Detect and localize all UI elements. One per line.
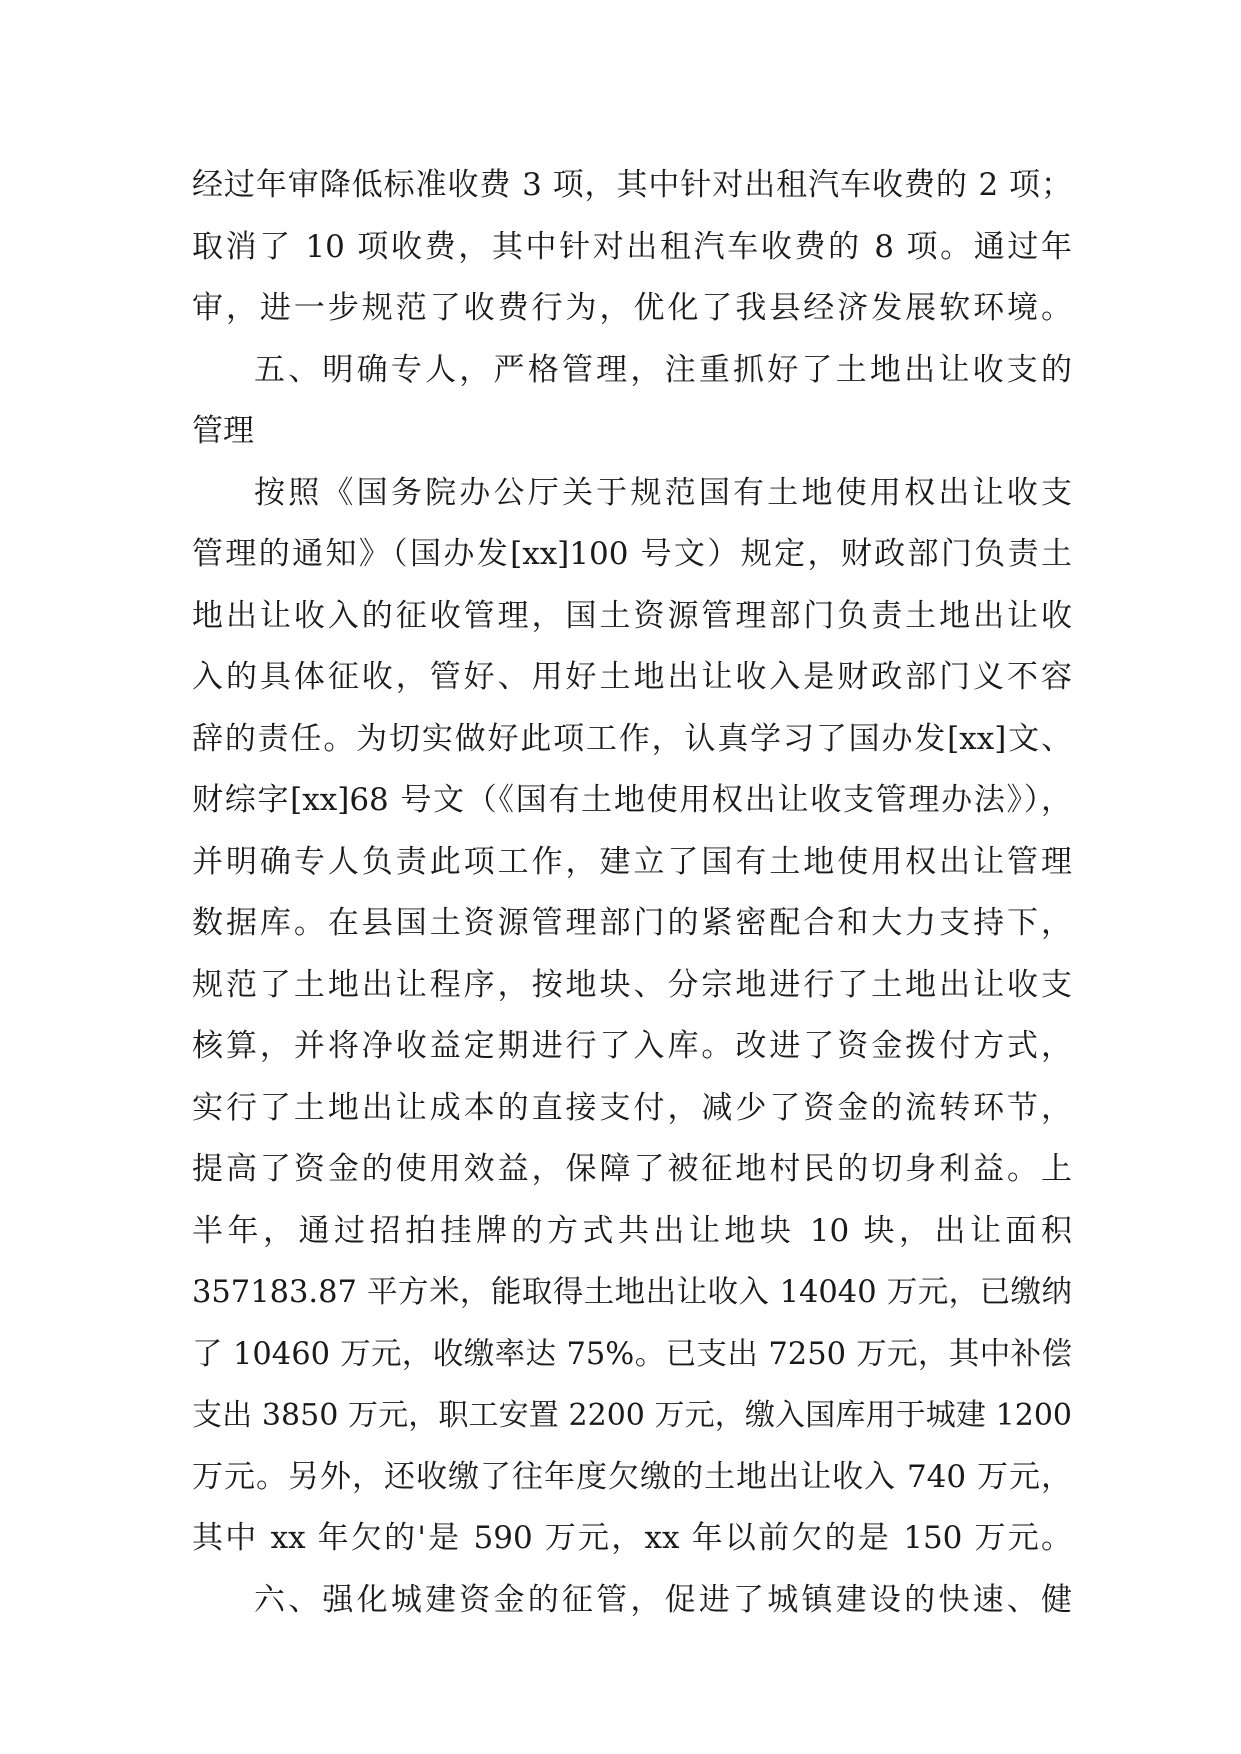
text-line: 万元。另外，还收缴了往年度欠缴的土地出让收入 740 万元， xyxy=(192,1458,1072,1495)
text-line: 入的具体征收，管好、用好土地出让收入是财政部门义不容 xyxy=(192,659,1072,695)
text-line: 其中 xx 年欠的'是 590 万元，xx 年以前欠的是 150 万元。 xyxy=(192,1520,1072,1556)
text-line: 取消了 10 项收费，其中针对出租汽车收费的 8 项。通过年 xyxy=(192,228,1072,265)
text-line: 按照《国务院办公厅关于规范国有土地使用权出让收支 xyxy=(254,474,1072,511)
text-line: 半年，通过招拍挂牌的方式共出让地块 10 块，出让面积 xyxy=(192,1212,1072,1249)
section-heading-5: 五、明确专人，严格管理，注重抓好了土地出让收支的 xyxy=(254,351,1072,388)
text-line: 辞的责任。为切实做好此项工作，认真学习了国办发[xx]文、 xyxy=(192,720,1072,757)
text-line: 并明确专人负责此项工作，建立了国有土地使用权出让管理 xyxy=(192,843,1072,880)
text-line: 数据库。在县国土资源管理部门的紧密配合和大力支持下， xyxy=(192,905,1072,941)
body-text xyxy=(192,155,1072,1631)
text-line: 财综字[xx]68 号文（《国有土地使用权出让收支管理办法》）， xyxy=(192,782,1072,818)
section-heading-5-cont: 管理 xyxy=(192,413,254,449)
text-line: 管理的通知》（国办发[xx]100 号文）规定，财政部门负责土 xyxy=(192,536,1072,572)
text-line: 实行了土地出让成本的直接支付，减少了资金的流转环节， xyxy=(192,1089,1072,1126)
text-line: 审，进一步规范了收费行为，优化了我县经济发展软环境。 xyxy=(192,290,1072,326)
text-line: 经过年审降低标准收费 3 项，其中针对出租汽车收费的 2 项； xyxy=(192,167,1072,203)
text-line: 规范了土地出让程序，按地块、分宗地进行了土地出让收支 xyxy=(192,966,1072,1003)
text-line: 核算，并将净收益定期进行了入库。改进了资金拨付方式， xyxy=(192,1028,1072,1064)
text-line: 357183.87 平方米，能取得土地出让收入 14040 万元，已缴纳 xyxy=(192,1275,1072,1310)
text-line: 支出 3850 万元，职工安置 2200 万元，缴入国库用于城建 1200 xyxy=(192,1398,1072,1433)
text-line: 了 10460 万元，收缴率达 75%。已支出 7250 万元，其中补偿 xyxy=(192,1336,1072,1372)
text-line: 提高了资金的使用效益，保障了被征地村民的切身利益。上 xyxy=(192,1151,1072,1187)
section-heading-6: 六、强化城建资金的征管，促进了城镇建设的快速、健 xyxy=(254,1581,1072,1618)
text-line: 地出让收入的征收管理，国土资源管理部门负责土地出让收 xyxy=(192,597,1072,634)
